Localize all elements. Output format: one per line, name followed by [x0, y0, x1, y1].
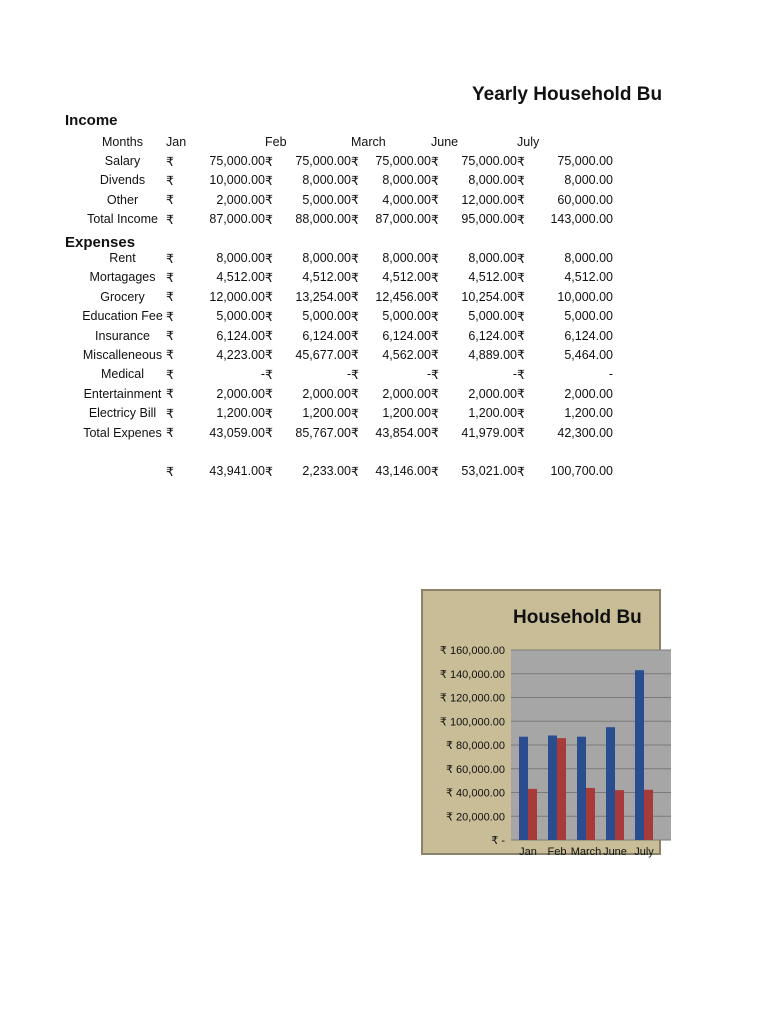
currency-symbol[interactable]: ₹	[166, 212, 174, 227]
value-cell[interactable]: 12,000.00	[461, 192, 517, 207]
value-cell[interactable]: 8,000.00	[564, 173, 613, 188]
value-cell[interactable]: 4,512.00	[564, 270, 613, 285]
blank-row-cell	[79, 442, 613, 461]
currency-symbol[interactable]: ₹	[517, 329, 525, 344]
row-label[interactable]	[79, 462, 166, 481]
currency-symbol[interactable]: ₹	[517, 464, 525, 479]
row-label[interactable]: Grocery	[100, 289, 145, 304]
row-label[interactable]: Insurance	[95, 328, 150, 343]
currency-symbol[interactable]: ₹	[265, 193, 273, 208]
expense-row	[79, 384, 613, 403]
currency-symbol[interactable]: ₹	[166, 367, 174, 382]
value-cell[interactable]: 41,979.00	[461, 425, 517, 440]
x-tick-label: Jan	[519, 846, 537, 858]
currency-symbol[interactable]: ₹	[431, 348, 439, 363]
currency-symbol[interactable]: ₹	[517, 212, 525, 227]
value-cell[interactable]: 5,000.00	[564, 309, 613, 324]
value-cell[interactable]: 45,677.00	[295, 347, 351, 362]
currency-symbol[interactable]: ₹	[517, 309, 525, 324]
currency-symbol[interactable]: ₹	[517, 270, 525, 285]
currency-symbol[interactable]: ₹	[517, 173, 525, 188]
value-cell[interactable]: 42,300.00	[557, 425, 613, 440]
bar-feb-series-1	[548, 736, 557, 841]
value-cell[interactable]: 2,000.00	[468, 386, 517, 401]
value-cell[interactable]: 6,124.00	[468, 328, 517, 343]
currency-symbol[interactable]: ₹	[351, 464, 359, 479]
currency-symbol[interactable]: ₹	[517, 251, 525, 266]
expenses-heading-row	[79, 229, 613, 248]
income-row	[79, 190, 613, 209]
sheet-title: Yearly Household Bu	[472, 84, 663, 105]
value-cell[interactable]: -	[260, 367, 265, 382]
currency-symbol[interactable]: ₹	[265, 367, 273, 382]
currency-symbol[interactable]: ₹	[431, 367, 439, 382]
value-cell[interactable]: 12,000.00	[209, 289, 265, 304]
income-row	[79, 151, 613, 170]
currency-symbol[interactable]: ₹	[265, 309, 273, 324]
x-tick-label: March	[570, 846, 602, 858]
row-label[interactable]: Mortagages	[89, 270, 156, 285]
currency-symbol[interactable]: ₹	[517, 426, 525, 441]
currency-symbol[interactable]: ₹	[431, 173, 439, 188]
value-cell[interactable]: 53,021.00	[461, 464, 517, 479]
income-row	[79, 171, 613, 190]
currency-symbol[interactable]: ₹	[517, 348, 525, 363]
value-cell[interactable]: 4,512.00	[216, 270, 265, 285]
month-header-july[interactable]: July	[517, 134, 540, 149]
bar-march-series-2	[586, 788, 595, 840]
currency-symbol[interactable]: ₹	[431, 212, 439, 227]
expenses-heading-row-cell	[79, 229, 613, 248]
currency-symbol[interactable]: ₹	[517, 154, 525, 169]
x-tick-label: June	[603, 846, 627, 858]
value-cell[interactable]: 8,000.00	[468, 251, 517, 266]
balance-row	[79, 462, 613, 481]
budget-table	[79, 132, 613, 481]
value-cell[interactable]: 1,200.00	[302, 406, 351, 421]
currency-symbol[interactable]: ₹	[265, 387, 273, 402]
value-cell[interactable]: 12,456.00	[375, 289, 431, 304]
currency-symbol[interactable]: ₹	[431, 309, 439, 324]
value-cell[interactable]: 88,000.00	[295, 212, 351, 227]
month-header-jan[interactable]: Jan	[166, 134, 187, 149]
value-cell[interactable]: 6,124.00	[564, 328, 613, 343]
currency-symbol[interactable]: ₹	[351, 270, 359, 285]
row-label[interactable]: Entertainment	[83, 386, 162, 401]
currency-symbol[interactable]: ₹	[166, 270, 174, 285]
value-cell[interactable]: 4,512.00	[382, 270, 431, 285]
expense-row	[79, 423, 613, 442]
value-cell[interactable]: 2,000.00	[382, 386, 431, 401]
currency-symbol[interactable]: ₹	[431, 290, 439, 305]
bar-march-series-1	[577, 737, 586, 840]
value-cell[interactable]: 87,000.00	[375, 212, 431, 227]
currency-symbol[interactable]: ₹	[265, 173, 273, 188]
bar-july-series-2	[644, 790, 653, 840]
value-cell[interactable]: 8,000.00	[302, 251, 351, 266]
currency-symbol[interactable]: ₹	[166, 193, 174, 208]
currency-symbol[interactable]: ₹	[166, 173, 174, 188]
expenses-section-label: Expenses	[65, 234, 136, 251]
value-cell[interactable]: 5,464.00	[564, 347, 613, 362]
currency-symbol[interactable]: ₹	[351, 173, 359, 188]
currency-symbol[interactable]: ₹	[166, 406, 174, 421]
expense-row	[79, 268, 613, 287]
value-cell[interactable]: 75,000.00	[209, 154, 265, 169]
expense-row	[79, 403, 613, 422]
y-tick-label: ₹ 20,000.00	[446, 811, 505, 824]
currency-symbol[interactable]: ₹	[265, 406, 273, 421]
month-header-march[interactable]: March	[351, 134, 386, 149]
value-cell[interactable]: -	[426, 367, 431, 382]
bar-july-series-1	[635, 670, 644, 840]
value-cell[interactable]: 60,000.00	[557, 192, 613, 207]
row-label[interactable]: Education Fee	[82, 309, 163, 324]
currency-symbol[interactable]: ₹	[351, 406, 359, 421]
value-cell[interactable]: 1,200.00	[216, 406, 265, 421]
value-cell[interactable]: 1,200.00	[564, 406, 613, 421]
row-label[interactable]: Electricy Bill	[88, 406, 157, 421]
currency-symbol[interactable]: ₹	[351, 387, 359, 402]
value-cell[interactable]: 8,000.00	[382, 251, 431, 266]
currency-symbol[interactable]: ₹	[431, 193, 439, 208]
row-label[interactable]: Divends	[99, 173, 146, 188]
currency-symbol[interactable]: ₹	[265, 290, 273, 305]
bar-june-series-1	[606, 727, 615, 840]
currency-symbol[interactable]: ₹	[265, 464, 273, 479]
currency-symbol[interactable]: ₹	[517, 193, 525, 208]
value-cell[interactable]: 10,000.00	[557, 289, 613, 304]
y-tick-label: ₹ -	[491, 835, 505, 847]
value-cell[interactable]: 4,889.00	[468, 347, 517, 362]
y-tick-label: ₹ 80,000.00	[446, 740, 505, 752]
y-tick-label: ₹ 160,000.00	[439, 645, 505, 657]
bar-june-series-2	[615, 790, 624, 840]
value-cell[interactable]: 8,000.00	[302, 173, 351, 188]
expense-row	[79, 307, 613, 326]
value-cell[interactable]: 85,767.00	[295, 425, 351, 440]
value-cell[interactable]: 2,000.00	[216, 192, 265, 207]
currency-symbol[interactable]: ₹	[166, 251, 174, 266]
value-cell[interactable]: -	[346, 367, 351, 382]
bar-jan-series-2	[528, 789, 537, 840]
value-cell[interactable]: 8,000.00	[382, 173, 431, 188]
currency-symbol[interactable]: ₹	[265, 154, 273, 169]
row-label[interactable]: Rent	[109, 251, 136, 266]
value-cell[interactable]: 75,000.00	[557, 154, 613, 169]
currency-symbol[interactable]: ₹	[166, 348, 174, 363]
currency-symbol[interactable]: ₹	[517, 406, 525, 421]
currency-symbol[interactable]: ₹	[351, 348, 359, 363]
expense-row	[79, 365, 613, 384]
currency-symbol[interactable]: ₹	[431, 464, 439, 479]
currency-symbol[interactable]: ₹	[265, 251, 273, 266]
value-cell[interactable]: 8,000.00	[216, 251, 265, 266]
currency-symbol[interactable]: ₹	[265, 270, 273, 285]
row-label[interactable]: Salary	[104, 154, 141, 169]
value-cell[interactable]: -	[512, 367, 517, 382]
value-cell[interactable]: 6,124.00	[216, 328, 265, 343]
value-cell[interactable]: 2,000.00	[302, 386, 351, 401]
row-label[interactable]: Total Income	[87, 212, 158, 227]
value-cell[interactable]: 75,000.00	[295, 154, 351, 169]
y-tick-label: ₹ 140,000.00	[439, 668, 505, 681]
currency-symbol[interactable]: ₹	[431, 426, 439, 441]
currency-symbol[interactable]: ₹	[351, 426, 359, 441]
currency-symbol[interactable]: ₹	[166, 387, 174, 402]
months-header[interactable]: Months	[102, 134, 143, 149]
value-cell[interactable]: 10,000.00	[209, 173, 265, 188]
value-cell[interactable]: 4,512.00	[302, 270, 351, 285]
value-cell[interactable]: 2,000.00	[216, 386, 265, 401]
value-cell[interactable]: 75,000.00	[375, 154, 431, 169]
currency-symbol[interactable]: ₹	[431, 251, 439, 266]
currency-symbol[interactable]: ₹	[351, 193, 359, 208]
expense-row	[79, 326, 613, 345]
expense-row	[79, 287, 613, 306]
value-cell[interactable]: 43,854.00	[375, 425, 431, 440]
value-cell[interactable]: 1,200.00	[468, 406, 517, 421]
x-tick-label: July	[634, 846, 654, 858]
value-cell[interactable]: 4,512.00	[468, 270, 517, 285]
value-cell[interactable]: 43,059.00	[209, 425, 265, 440]
value-cell[interactable]: 1,200.00	[382, 406, 431, 421]
value-cell[interactable]: 8,000.00	[468, 173, 517, 188]
value-cell[interactable]: 4,000.00	[382, 192, 431, 207]
chart-canvas	[423, 591, 663, 857]
currency-symbol[interactable]: ₹	[431, 329, 439, 344]
value-cell[interactable]: 5,000.00	[302, 309, 351, 324]
value-cell[interactable]: 43,146.00	[375, 464, 431, 479]
currency-symbol[interactable]: ₹	[166, 464, 174, 479]
header-row	[79, 132, 613, 151]
value-cell[interactable]: 43,941.00	[209, 464, 265, 479]
value-cell[interactable]: 87,000.00	[209, 212, 265, 227]
y-tick-label: ₹ 120,000.00	[439, 692, 505, 705]
currency-symbol[interactable]: ₹	[166, 426, 174, 441]
currency-symbol[interactable]: ₹	[431, 406, 439, 421]
value-cell[interactable]: 5,000.00	[382, 309, 431, 324]
currency-symbol[interactable]: ₹	[351, 251, 359, 266]
currency-symbol[interactable]: ₹	[166, 329, 174, 344]
row-label[interactable]: Total Expenes	[83, 425, 162, 440]
household-budget-chart[interactable]	[421, 589, 661, 858]
income-row	[79, 210, 613, 229]
expense-row	[79, 248, 613, 267]
currency-symbol[interactable]: ₹	[265, 329, 273, 344]
blank-row	[79, 442, 613, 461]
x-tick-label: Feb	[547, 846, 567, 858]
value-cell[interactable]: 6,124.00	[302, 328, 351, 343]
value-cell[interactable]: 143,000.00	[550, 212, 613, 227]
currency-symbol[interactable]: ₹	[351, 309, 359, 324]
bar-feb-series-2	[557, 738, 566, 840]
value-cell[interactable]: 13,254.00	[295, 289, 351, 304]
value-cell[interactable]: 4,562.00	[382, 347, 431, 362]
expense-row	[79, 345, 613, 364]
currency-symbol[interactable]: ₹	[517, 387, 525, 402]
currency-symbol[interactable]: ₹	[351, 290, 359, 305]
y-tick-label: ₹ 100,000.00	[439, 716, 505, 729]
currency-symbol[interactable]: ₹	[351, 329, 359, 344]
currency-symbol[interactable]: ₹	[265, 348, 273, 363]
value-cell[interactable]: 8,000.00	[564, 251, 613, 266]
currency-symbol[interactable]: ₹	[431, 270, 439, 285]
currency-symbol[interactable]: ₹	[166, 154, 174, 169]
y-tick-label: ₹ 40,000.00	[446, 787, 505, 800]
row-label[interactable]: Miscalleneous	[82, 347, 163, 362]
value-cell[interactable]: -	[608, 367, 613, 382]
currency-symbol[interactable]: ₹	[265, 426, 273, 441]
currency-symbol[interactable]: ₹	[265, 212, 273, 227]
month-header-feb[interactable]: Feb	[265, 134, 287, 149]
value-cell[interactable]: 5,000.00	[216, 309, 265, 324]
currency-symbol[interactable]: ₹	[517, 290, 525, 305]
currency-symbol[interactable]: ₹	[351, 154, 359, 169]
value-cell[interactable]: 95,000.00	[461, 212, 517, 227]
bar-jan-series-1	[519, 737, 528, 840]
row-label[interactable]: Other	[106, 192, 139, 207]
value-cell[interactable]: 75,000.00	[461, 154, 517, 169]
value-cell[interactable]: 2,233.00	[302, 464, 351, 479]
value-cell[interactable]: 10,254.00	[461, 289, 517, 304]
value-cell[interactable]: 100,700.00	[550, 464, 613, 479]
currency-symbol[interactable]: ₹	[166, 290, 174, 305]
value-cell[interactable]: 4,223.00	[216, 347, 265, 362]
currency-symbol[interactable]: ₹	[431, 387, 439, 402]
currency-symbol[interactable]: ₹	[166, 309, 174, 324]
currency-symbol[interactable]: ₹	[431, 154, 439, 169]
currency-symbol[interactable]: ₹	[351, 367, 359, 382]
value-cell[interactable]: 6,124.00	[382, 328, 431, 343]
value-cell[interactable]: 5,000.00	[302, 192, 351, 207]
income-section-label: Income	[65, 112, 118, 129]
month-header-june[interactable]: June	[431, 134, 459, 149]
y-tick-label: ₹ 60,000.00	[446, 763, 505, 776]
row-label[interactable]: Medical	[100, 367, 145, 382]
value-cell[interactable]: 2,000.00	[564, 386, 613, 401]
value-cell[interactable]: 5,000.00	[468, 309, 517, 324]
currency-symbol[interactable]: ₹	[517, 367, 525, 382]
currency-symbol[interactable]: ₹	[351, 212, 359, 227]
chart-title: Household Bu	[513, 607, 642, 628]
